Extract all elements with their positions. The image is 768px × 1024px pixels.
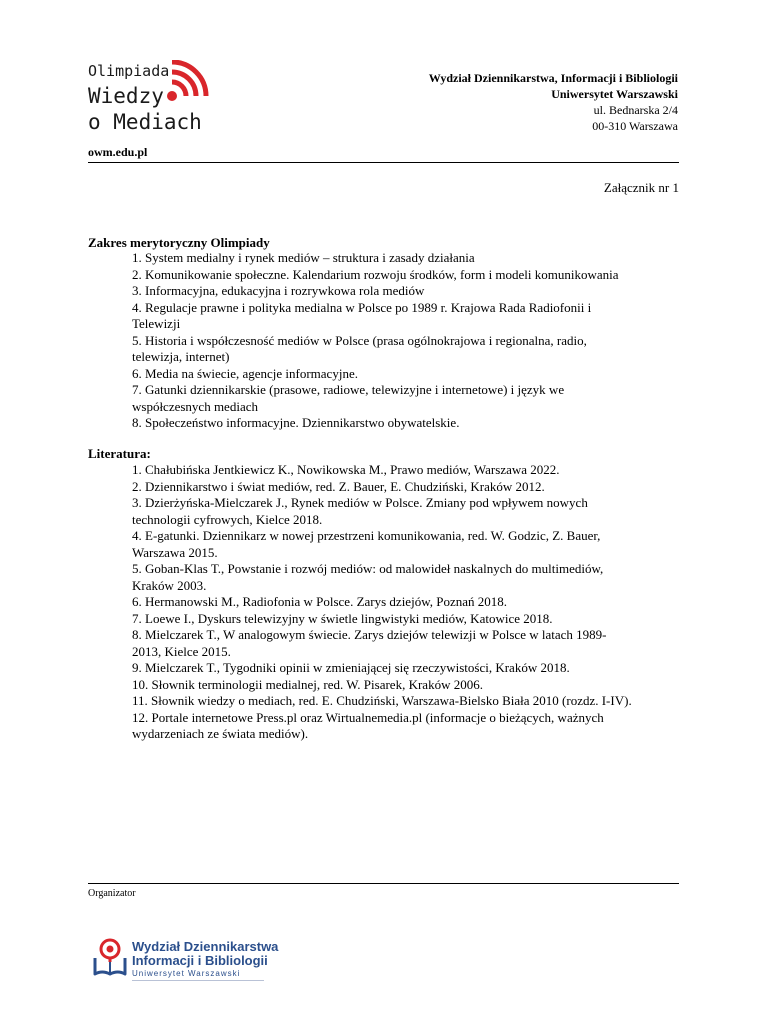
list-item: 5. Goban-Klas T., Powstanie i rozwój mediów: od malowideł naskalnych do multimediów, Kraków 2003. — [132, 561, 604, 593]
organizer-university: Uniwersytet Warszawski — [132, 969, 241, 978]
list-item: 1. System medialny i rynek mediów – struktura i zasady działania — [132, 250, 475, 265]
organizer-name-line-1: Wydział Dziennikarstwa — [132, 939, 279, 954]
literature-list — [132, 462, 632, 743]
organizer-logo-underline — [132, 980, 264, 981]
list-item: 2. Komunikowanie społeczne. Kalendarium rozwoju środków, form i modeli komunikowania — [132, 266, 619, 282]
list-item: 9. Mielczarek T., Tygodniki opinii w zmieniającej się rzeczywistości, Kraków 2018. — [132, 660, 570, 675]
street-address: ul. Bednarska 2/4 — [593, 103, 678, 117]
header-address — [348, 70, 678, 134]
list-item: 11. Słownik wiedzy o mediach, red. E. Chudziński, Warszawa-Bielsko Biała 2010 (rozdz. I-IV). — [132, 693, 632, 708]
list-item: 5. Historia i współczesność mediów w Polsce (prasa ogólnokrajowa i regionalna, radio, telewizja, internet) — [132, 332, 587, 364]
list-item: 7. Gatunki dziennikarskie (prasowe, radiowe, telewizyjne i internetowe) i język we współczesnych mediach — [132, 382, 565, 414]
scope-list — [132, 250, 632, 432]
university-name: Uniwersytet Warszawski — [551, 87, 678, 101]
list-item: 3. Informacyjna, edukacyjna i rozrywkowa rola mediów — [132, 283, 425, 298]
scope-title: Zakres merytoryczny Olimpiady — [88, 235, 270, 250]
list-item: 8. Społeczeństwo informacyjne. Dziennikarstwo obywatelskie. — [132, 415, 460, 430]
list-item: 2. Dziennikarstwo i świat mediów, red. Z. Bauer, E. Chudziński, Kraków 2012. — [132, 478, 545, 494]
list-item: 7. Loewe I., Dyskurs telewizyjny w świetle lingwistyki mediów, Katowice 2018. — [132, 610, 553, 626]
broadcast-signal-icon — [152, 60, 212, 116]
list-item: 6. Media na świecie, agencje informacyjne. — [132, 365, 358, 381]
postal-address: 00-310 Warszawa — [592, 119, 678, 133]
organizer-name-line-2: Informacji i Bibliologii — [132, 953, 268, 968]
list-item: 12. Portale internetowe Press.pl oraz Wirtualnemedia.pl (informacje o bieżących, ważnych wydarzeniach ze świata mediów). — [132, 709, 604, 741]
organizer-label: Organizator — [88, 888, 136, 899]
list-item: 4. Regulacje prawne i polityka medialna w Polsce po 1989 r. Krajowa Rada Radiofonii i Telewizji — [132, 299, 592, 331]
list-item: 4. E-gatunki. Dziennikarz w nowej przestrzeni komunikowania, red. W. Godzic, Z. Bauer, Warszawa 2015. — [132, 528, 601, 560]
list-item: 3. Dzierżyńska-Mielczarek J., Rynek mediów w Polsce. Zmiany pod wpływem nowych technologii cyfrowych, Kielce 2018. — [132, 495, 588, 527]
annex-label: Załącznik nr 1 — [603, 180, 679, 195]
logo-line-1: Olimpiada — [88, 62, 170, 80]
faculty-name: Wydział Dziennikarstwa, Informacji i Bibliologii — [428, 71, 678, 85]
organizer-logo — [92, 936, 279, 984]
logo-line-3: o Mediach — [88, 110, 202, 134]
logo-line-2: Wiedzy — [88, 84, 164, 108]
book-location-pin-icon — [92, 936, 128, 980]
header-divider — [88, 162, 679, 163]
list-item: 10. Słownik terminologii medialnej, red. W. Pisarek, Kraków 2006. — [132, 676, 483, 692]
site-url: owm.edu.pl — [88, 145, 148, 159]
list-item: 6. Hermanowski M., Radiofonia w Polsce. Zarys dziejów, Poznań 2018. — [132, 594, 508, 609]
list-item: 1. Chałubińska Jentkiewicz K., Nowikowska M., Prawo mediów, Warszawa 2022. — [132, 462, 560, 477]
footer-divider — [88, 883, 679, 884]
olympiad-logo — [88, 60, 220, 140]
organizer-text — [132, 940, 278, 978]
list-item: 8. Mielczarek T., W analogowym świecie. Zarys dziejów telewizji w Polsce w latach 1989-2013, Kielce 2015. — [132, 627, 607, 659]
literature-title: Literatura: — [88, 446, 151, 461]
